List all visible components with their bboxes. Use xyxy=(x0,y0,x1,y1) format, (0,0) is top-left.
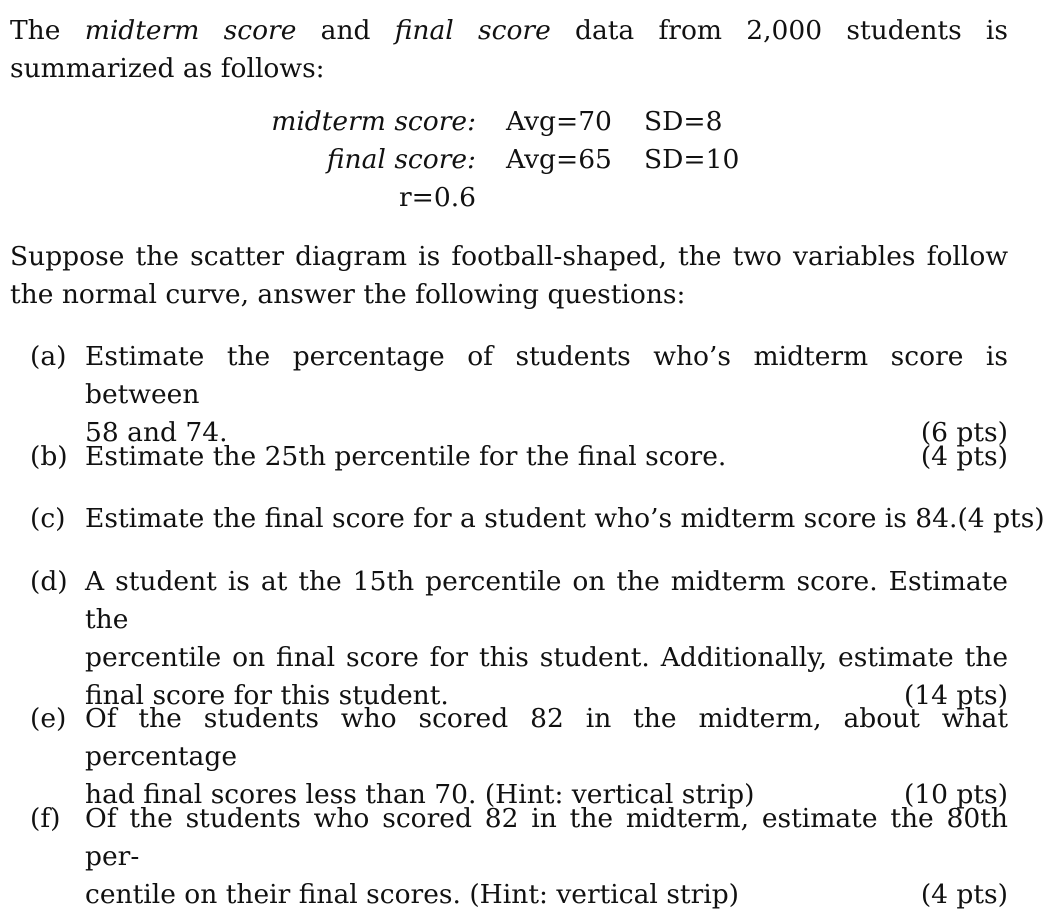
midterm-avg: Avg=70 xyxy=(506,106,612,137)
question-text-line: Estimate the percentage of students who’s midterm score is between xyxy=(85,341,1008,410)
intro-text-3: data from 2,000 students is summarized as follows: xyxy=(10,15,1008,84)
question-c xyxy=(30,500,1045,538)
question-text: centile on their final scores. (Hint: vertical strip) xyxy=(85,879,740,910)
intro-term-midterm: midterm score xyxy=(84,15,297,46)
question-body xyxy=(85,500,1045,538)
points-label: (4 pts) xyxy=(957,503,1045,534)
question-b xyxy=(30,438,1008,476)
question-text-line: A student is at the 15th percentile on the midterm score. Estimate the xyxy=(85,566,1008,635)
document-page xyxy=(10,0,1045,910)
question-text: had final scores less than 70. (Hint: vertical strip) xyxy=(85,779,755,810)
points-label: (14 pts) xyxy=(903,680,1008,711)
question-f xyxy=(30,800,1008,914)
question-text-line-last xyxy=(85,876,1008,914)
intro-term-final: final score xyxy=(394,15,551,46)
final-avg: Avg=65 xyxy=(506,144,612,175)
intro-paragraph xyxy=(10,12,1008,88)
question-body xyxy=(85,563,1008,715)
question-text: Estimate the final score for a student who’s midterm score is 84. xyxy=(85,503,958,534)
question-text-line: percentile on final score for this student. Additionally, estimate the xyxy=(85,642,1008,673)
question-text: Estimate the 25th percentile for the final score. xyxy=(85,441,727,472)
final-sd: SD=10 xyxy=(644,144,740,175)
question-e xyxy=(30,700,1008,814)
question-label: (d) xyxy=(30,566,68,597)
final-label: final score: xyxy=(326,144,476,175)
question-body xyxy=(85,438,1008,476)
intro-text-2: and xyxy=(296,15,395,46)
question-a xyxy=(30,338,1008,452)
question-body xyxy=(85,338,1008,452)
midterm-sd: SD=8 xyxy=(644,106,723,137)
points-label: (4 pts) xyxy=(920,879,1008,910)
question-label: (a) xyxy=(30,341,67,372)
midterm-label: midterm score: xyxy=(271,106,476,137)
points-label: (4 pts) xyxy=(920,441,1008,472)
question-d xyxy=(30,563,1008,715)
question-text: final score for this student. xyxy=(85,680,449,711)
summary-row-correlation xyxy=(10,179,1008,217)
correlation-value: r=0.6 xyxy=(398,182,476,213)
assumption-paragraph: Suppose the scatter diagram is football-shaped, the two variables follow the normal curve, answer the following questions: xyxy=(10,241,1008,310)
question-label: (f) xyxy=(30,803,61,834)
question-label: (b) xyxy=(30,441,68,472)
summary-row-final xyxy=(10,141,1008,179)
summary-table xyxy=(10,103,1008,217)
question-text-line: Of the students who scored 82 in the midterm, about what percentage xyxy=(85,703,1008,772)
points-label: (6 pts) xyxy=(920,417,1008,448)
question-body xyxy=(85,800,1008,914)
question-text-line-last xyxy=(85,500,1045,538)
question-text-line: Of the students who scored 82 in the midterm, estimate the 80th per- xyxy=(85,803,1008,872)
question-text-line-last xyxy=(85,438,1008,476)
summary-row-midterm xyxy=(10,103,1008,141)
question-label: (c) xyxy=(30,503,66,534)
question-text: 58 and 74. xyxy=(85,417,228,448)
question-body xyxy=(85,700,1008,814)
question-label: (e) xyxy=(30,703,67,734)
points-label: (10 pts) xyxy=(903,779,1008,810)
intro-text-1: The xyxy=(10,15,85,46)
